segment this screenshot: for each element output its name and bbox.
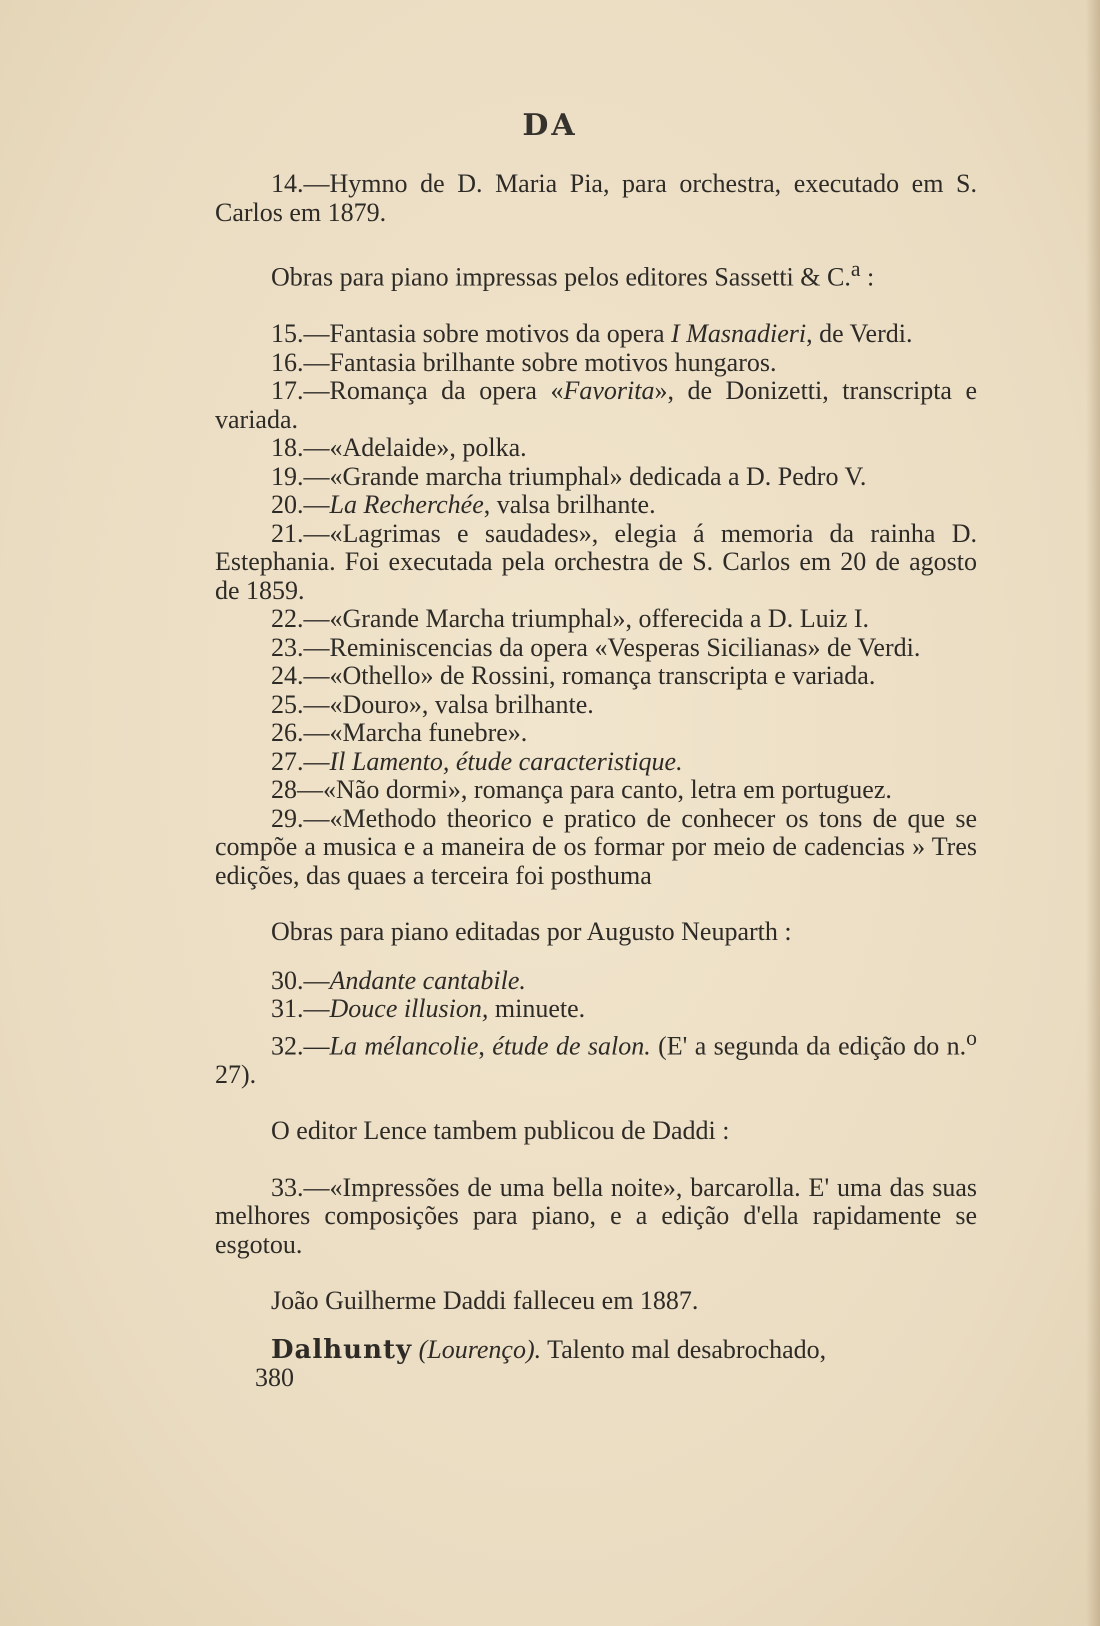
- item-26: 26.—«Marcha funebre».: [271, 718, 528, 748]
- item-30: 30.—Andante cantabile.: [271, 965, 526, 995]
- page-number: 380: [255, 1363, 294, 1393]
- item-15: 15.—Fantasia sobre motivos da opera I Masnadieri, de Verdi.: [271, 319, 913, 349]
- entry-headword: Dalhunty: [271, 1334, 413, 1365]
- item-21: 21.—«Lagrimas e saudades», elegia á memoria da rainha D. Estephania. Foi executada pela orchestra de S. Carlos em 20 de agosto de 1859.: [215, 518, 977, 605]
- item-23: 23.—Reminiscencias da opera «Vesperas Sicilianas» de Verdi.: [271, 632, 921, 662]
- item-33: 33.—«Impressões de uma bella noite», barcarolla. E' uma das suas melhores composições para piano, e a edição d'ella rapidamente se esgotou.: [215, 1172, 977, 1259]
- item-16: 16.—Fantasia brilhante sobre motivos hungaros.: [271, 347, 777, 377]
- item-28: 28—«Não dormi», romança para canto, letra em portuguez.: [271, 775, 892, 805]
- running-header: DA: [522, 108, 578, 143]
- page-edge-shadow: [1086, 0, 1100, 1626]
- item-24: 24.—«Othello» de Rossini, romança transcripta e variada.: [271, 661, 876, 691]
- item-32: 32.—La mélancolie, étude de salon. (E' a segunda da edição do n.$^o$ 27).: [215, 1025, 977, 1089]
- item-19: 19.—«Grande marcha triumphal» dedicada a D. Pedro V.: [271, 461, 867, 491]
- next-entry: Dalhunty (Lourenço). Talento mal desabrochado,: [271, 1334, 827, 1365]
- item-22: 22.—«Grande Marcha triumphal», offerecida a D. Luiz I.: [271, 604, 870, 634]
- section-intro-sassetti: Obras para piano impressas pelos editores Sassetti & C.$^a$ :: [271, 257, 875, 292]
- item-17: 17.—Romança da opera «Favorita», de Donizetti, transcripta e variada.: [215, 376, 977, 434]
- item-20: 20.—La Recherchée, valsa brilhante.: [271, 490, 656, 520]
- death-note: João Guilherme Daddi falleceu em 1887.: [271, 1286, 699, 1316]
- body-text: [215, 170, 977, 1393]
- section-intro-lence: O editor Lence tambem publicou de Daddi :: [271, 1116, 730, 1146]
- item-27: 27.—Il Lamento, étude caracteristique.: [271, 746, 683, 776]
- item-18: 18.—«Adelaide», polka.: [271, 433, 527, 463]
- item-25: 25.—«Douro», valsa brilhante.: [271, 689, 594, 719]
- item-29: 29.—«Methodo theorico e pratico de conhecer os tons de que se compõe a musica e a maneira de os formar por meio de cadencias » Tres edições, das quaes a terceira foi posthuma: [215, 803, 977, 890]
- item-14: 14.—Hymno de D. Maria Pia, para orchestra, executado em S. Carlos em 1879.: [215, 169, 977, 227]
- item-31: 31.—Douce illusion, minuete.: [271, 994, 586, 1024]
- section-intro-neuparth: Obras para piano editadas por Augusto Neuparth :: [271, 917, 792, 947]
